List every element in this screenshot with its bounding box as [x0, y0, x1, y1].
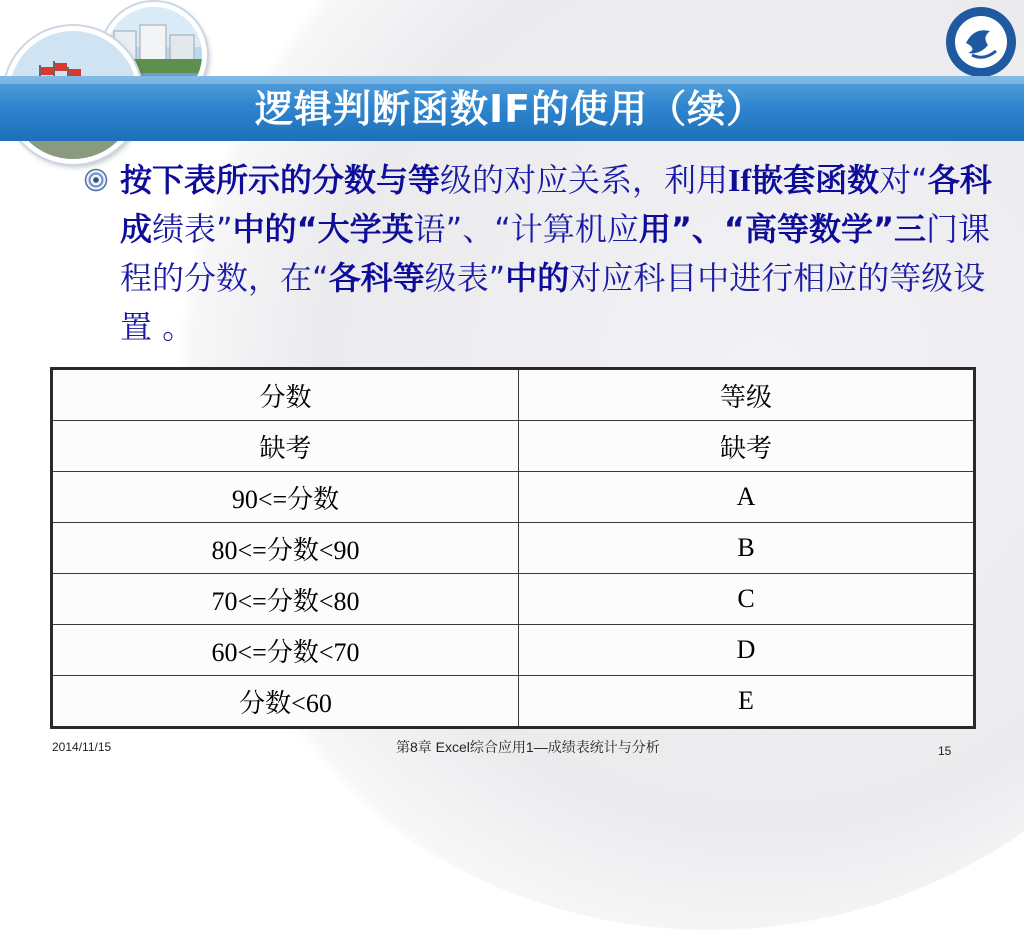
cell-grade: 缺考 — [519, 421, 975, 472]
table-row — [52, 574, 975, 625]
cell-score: 60<=分数<70 — [52, 625, 519, 676]
table-row — [52, 472, 975, 523]
para-seg: 各科等 — [328, 259, 425, 297]
para-seg: 级表” — [424, 259, 506, 297]
table-row — [52, 523, 975, 574]
para-seg: 对“ — [879, 161, 928, 199]
header-grade: 等级 — [519, 369, 975, 421]
footer-date: 2014/11/15 — [52, 740, 112, 754]
grade-table — [50, 367, 976, 729]
cell-grade: B — [519, 523, 975, 574]
para-seg: 语”、“ — [413, 210, 511, 248]
table-row — [52, 676, 975, 728]
para-seg: 各科成 — [120, 161, 992, 248]
cell-grade: C — [519, 574, 975, 625]
cell-grade: D — [519, 625, 975, 676]
cell-grade: E — [519, 676, 975, 728]
para-seg: 高等数学”三 — [744, 210, 926, 248]
cell-score: 缺考 — [52, 421, 519, 472]
cell-score: 90<=分数 — [52, 472, 519, 523]
para-seg: 中的“ — [232, 210, 318, 248]
table-row — [52, 421, 975, 472]
cell-grade: A — [519, 472, 975, 523]
para-seg: 级的对应关系，利用 — [440, 161, 729, 199]
footer-page-number: 15 — [938, 744, 952, 758]
para-seg: 大学英 — [317, 210, 414, 248]
para-seg: 绩表” — [152, 210, 233, 248]
para-seg: 用”、“ — [638, 210, 745, 248]
para-seg: 对应科目中进行相应的等级设置 。 — [120, 259, 986, 346]
instruction-paragraph — [120, 156, 992, 352]
cell-score: 分数<60 — [52, 676, 519, 728]
table-header-row — [52, 369, 975, 421]
para-seg: 门课程的分数，在“ — [120, 210, 990, 297]
slide-title: 逻辑判断函数IF的使用（续） — [255, 87, 766, 131]
footer-chapter-title: 第8章 Excel综合应用1—成绩表统计与分析 — [396, 739, 660, 755]
cell-score: 80<=分数<90 — [52, 523, 519, 574]
cell-score: 70<=分数<80 — [52, 574, 519, 625]
para-seg: If — [728, 162, 752, 198]
table-row — [52, 625, 975, 676]
para-seg: 嵌套函数 — [751, 161, 880, 199]
para-seg: 中的 — [505, 259, 570, 297]
para-seg: 按下表所示的分数与等 — [120, 161, 441, 199]
para-seg: 计算机应 — [510, 210, 639, 248]
header-score: 分数 — [52, 369, 519, 421]
bullet-icon — [84, 168, 108, 192]
university-emblem — [944, 5, 1018, 79]
